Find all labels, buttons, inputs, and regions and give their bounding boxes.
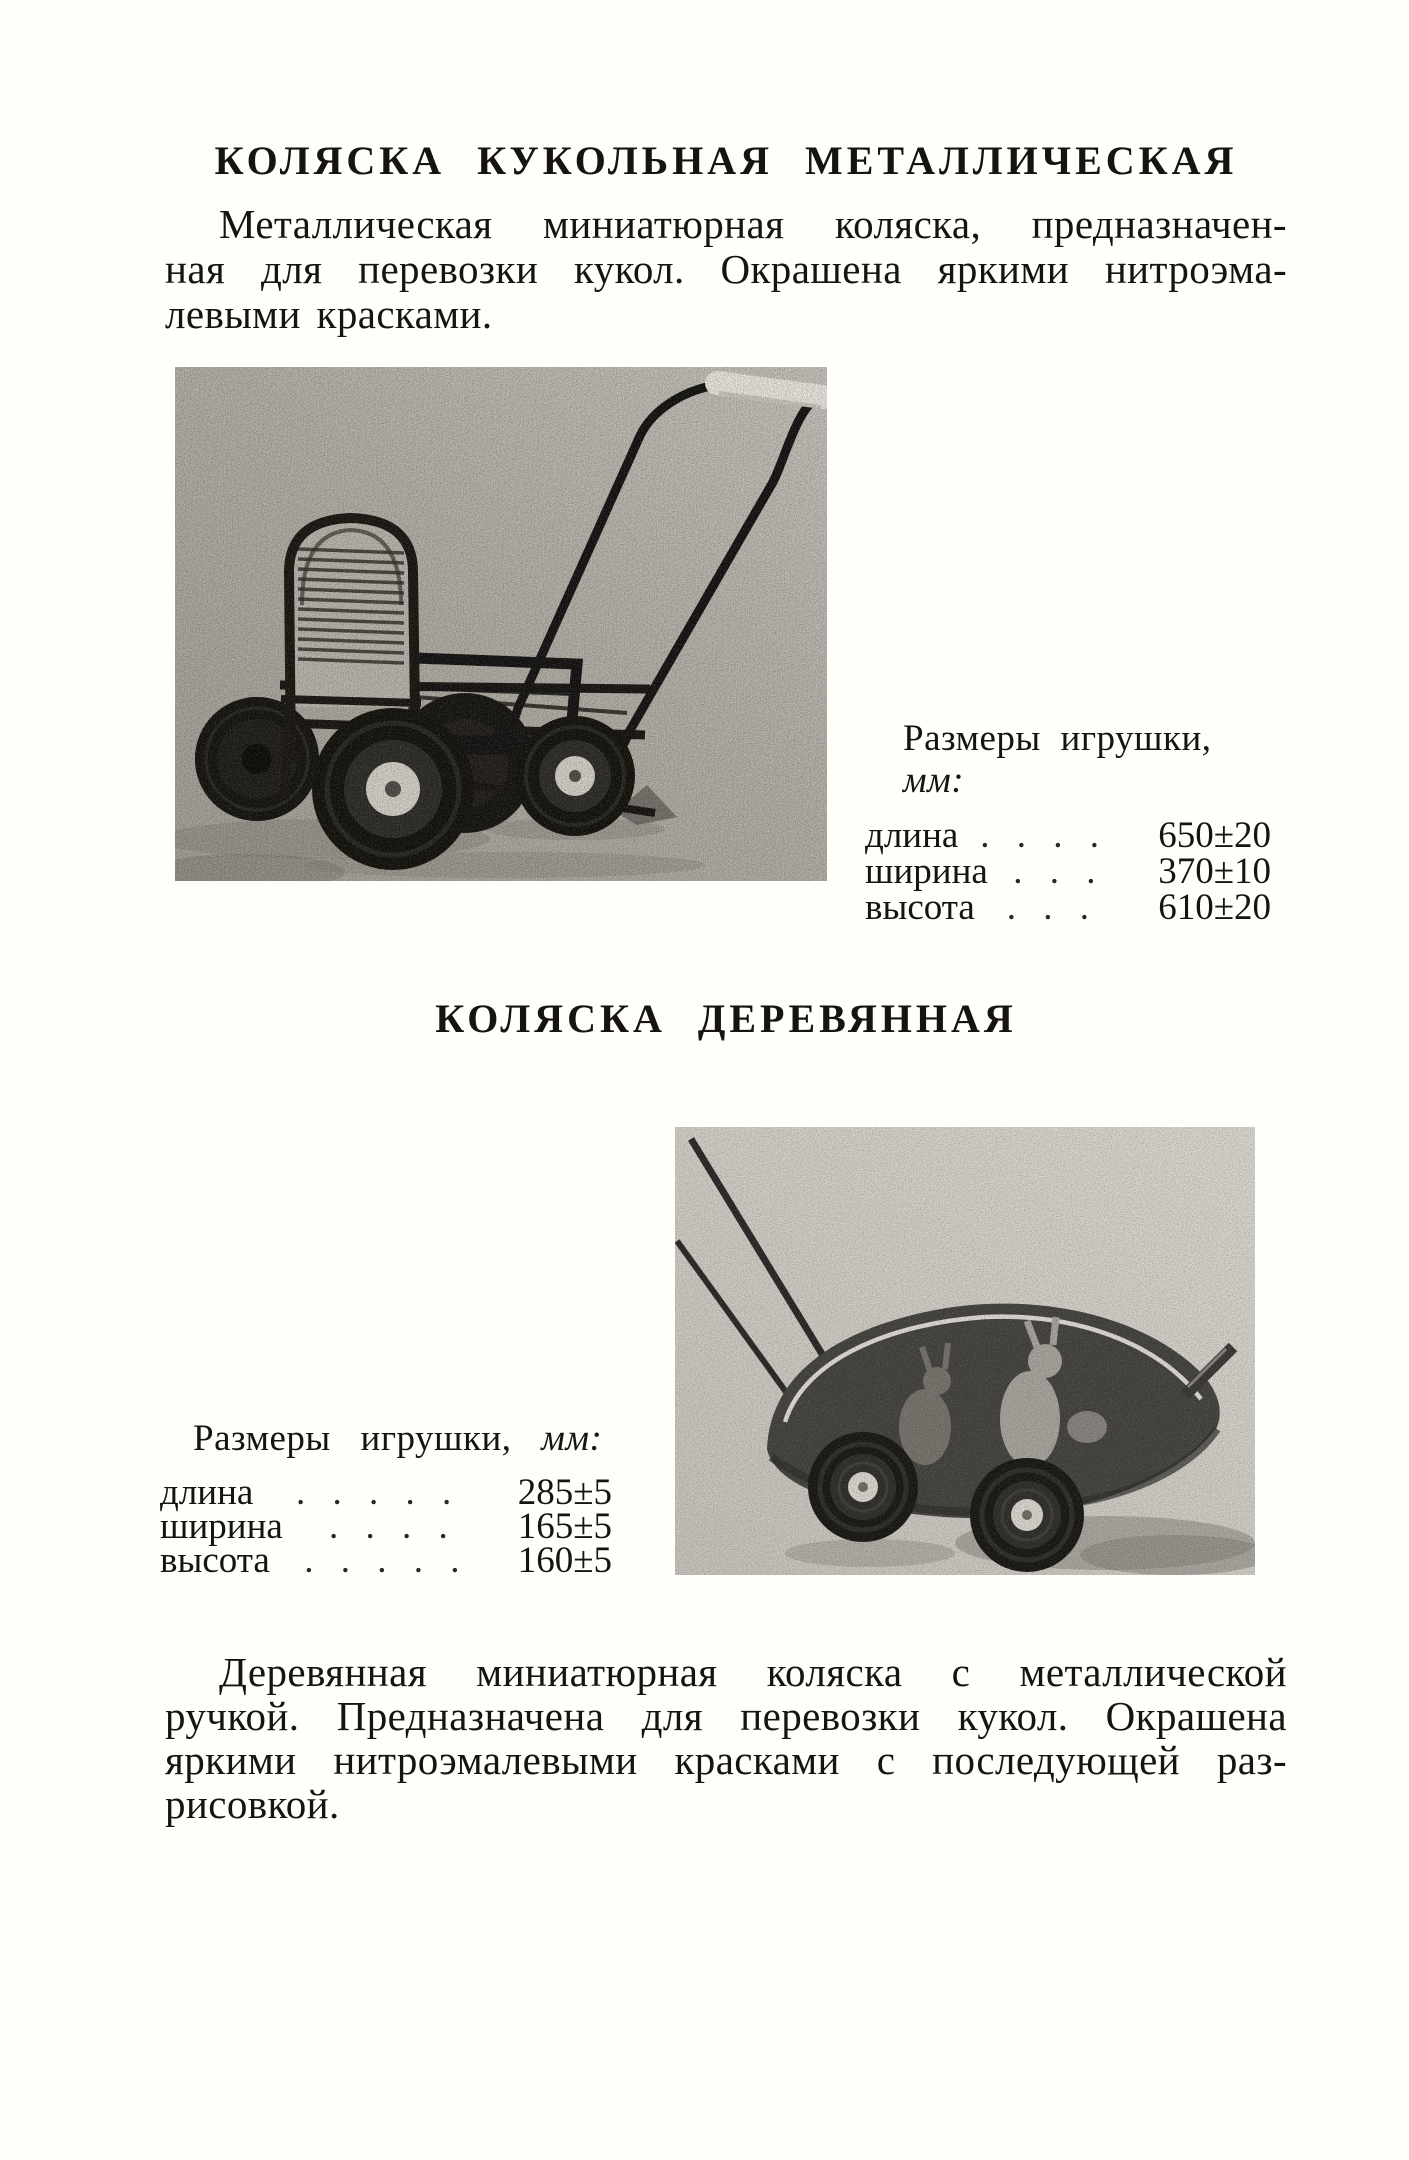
paragraph-line: Деревянная миниатюрная коляска с металлической <box>219 1649 1287 1695</box>
dimensions-metal <box>865 718 1271 926</box>
dot-leader: . . . . . <box>296 1476 452 1510</box>
dimension-row-width: ширина . . . . 165±5 <box>160 1506 612 1547</box>
paragraph-line: Металлическая миниатюрная коляска, предназначен- <box>219 201 1287 247</box>
paragraph-line: яркими нитроэмалевыми красками с последующей раз- <box>165 1737 1287 1783</box>
dimension-row-width: ширина . . . 370±10 <box>865 851 1271 892</box>
dimensions-wooden <box>160 1418 612 1581</box>
unit-label: мм: <box>903 760 965 801</box>
section-title-metal: КОЛЯСКА КУКОЛЬНАЯ МЕТАЛЛИЧЕСКАЯ <box>214 138 1238 183</box>
dimensions-heading: Размеры игрушки, мм: <box>903 718 1212 801</box>
dot-leader: . . . . <box>329 1510 448 1544</box>
dot-leader: . . . . . <box>304 1544 460 1578</box>
dimensions-heading: Размеры игрушки, мм: <box>193 1418 603 1459</box>
dimension-row-height: высота . . . 610±20 <box>865 887 1271 928</box>
dimension-row-length: длина . . . . 650±20 <box>865 815 1271 856</box>
dimension-row-length: длина . . . . . 285±5 <box>160 1472 612 1513</box>
paragraph-line: рисовкой. <box>165 1781 340 1827</box>
paragraph-wooden <box>165 1650 1287 1826</box>
dimension-row-height: высота . . . . . 160±5 <box>160 1540 612 1581</box>
paragraph-metal <box>165 202 1287 337</box>
dot-leader: . . . <box>1013 854 1096 890</box>
section-title-wooden: КОЛЯСКА ДЕРЕВЯННАЯ <box>435 996 1017 1041</box>
paragraph-line: ручкой. Предназначена для перевозки кукол. Окрашена <box>165 1693 1287 1739</box>
dot-leader: . . . . <box>980 818 1100 854</box>
dot-leader: . . . <box>1006 890 1090 926</box>
paragraph-line: левыми красками. <box>165 291 493 337</box>
unit-label: мм: <box>541 1418 603 1459</box>
paragraph-line: ная для перевозки кукол. Окрашена яркими нитроэма- <box>165 246 1287 292</box>
metal-stroller-photo <box>175 367 827 881</box>
wooden-stroller-photo <box>675 1127 1255 1575</box>
